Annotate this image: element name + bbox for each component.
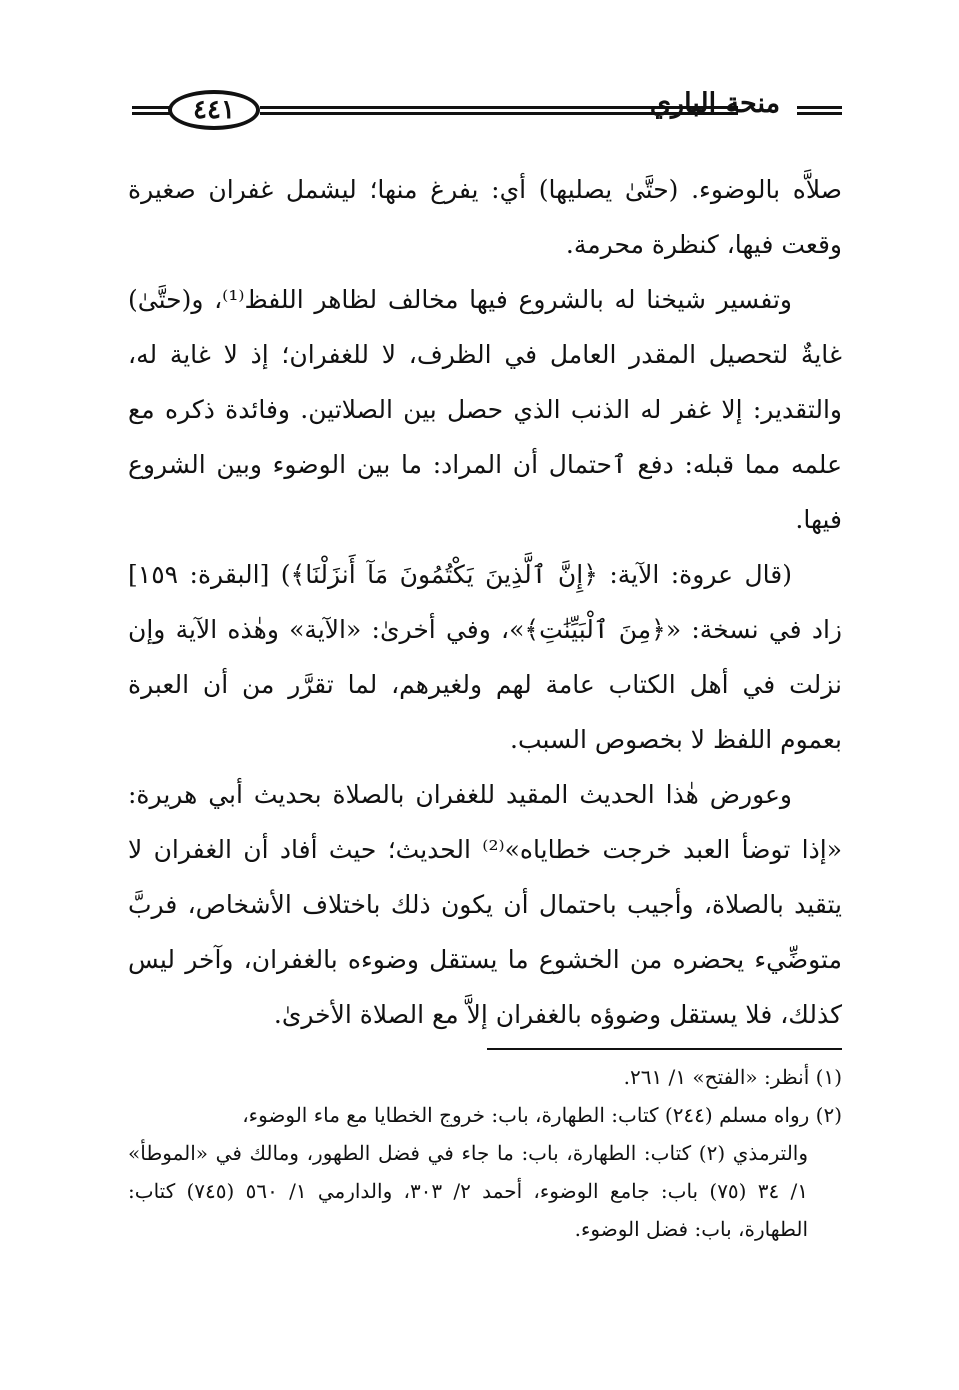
footnotes [128,1058,842,1248]
footnote-2: (٢) رواه مسلم (٢٤٤) كتاب: الطهارة، باب: خروج الخطايا مع ماء الوضوء، [242,1103,842,1127]
paragraph: صلاَّه بالوضوء. (حتَّىٰ يصليها) أي: يفرغ منها؛ ليشمل غفران صغيرة وقعت فيها، كنظرة محرمة. [128,175,842,259]
page-number: ٤٤١ [193,95,235,125]
header-rule-left [132,106,172,115]
footnote-divider [487,1048,842,1050]
main-text [128,162,842,1042]
paragraph: وتفسير شيخنا له بالشروع فيها مخالف لظاهر اللفظ⁽¹⁾، و(حتَّىٰ) غايةٌ لتحصيل المقدر العامل في الظرف، لا للغفران؛ إذ لا غاية له، والتقدير: إلا غفر له الذنب الذي حصل بين الصلاتين. وفائدة ذكره مع علمه مما قبله: دفع ٱحتمال أن المراد: ما بين الوضوء وبين الشروع فيها. [128,285,842,534]
page-number-badge [168,90,260,130]
page-header [120,82,842,142]
header-rule-right [797,106,842,115]
paragraph: وعورض هٰذا الحديث المقيد للغفران بالصلاة بحديث أبي هريرة: «إذا توضأ العبد خرجت خطاياه»⁽²⁾ الحديث؛ حيث أفاد أن الغفران لا يتقيد بالصلاة، وأجيب باحتمال أن يكون ذلك باختلاف الأشخاص، فربَّ متوضِّيء يحضره من الخشوع ما يستقل وضوءه بالغفران، وآخر ليس كذلك، فلا يستقل وضوؤه بالغفران إلاَّ مع الصلاة الأخرىٰ. [128,780,842,1029]
book-title: منحة الباري [649,88,781,119]
footnote-2-continued: والترمذي (٢) كتاب: الطهارة، باب: ما جاء في فضل الطهور، ومالك في «الموطأ» ١/ ٣٤ (٧٥) باب: جامع الوضوء، أحمد ٢/ ٣٠٣، والدارمي ١/ ٥٦٠ (٧٤٥) كتاب: الطهارة، باب: فضل الوضوء. [128,1141,808,1241]
paragraph: (قال عروة: الآية: ﴿إِنَّ ٱلَّذِينَ يَكْتُمُونَ مَآ أَنزَلْنَا﴾) [البقرة: ١٥٩] زاد في نسخة: «﴿مِنَ ٱلْبَيِّنَٰتِ﴾»، وفي أخرىٰ: «الآية» وهٰذه الآية وإن نزلت في أهل الكتاب عامة لهم ولغيرهم، لما تقرَّر من أن العبرة بعموم اللفظ لا بخصوص السبب. [128,560,842,754]
footnote-1: (١) أنظر: «الفتح» ١/ ٢٦١. [623,1065,842,1089]
